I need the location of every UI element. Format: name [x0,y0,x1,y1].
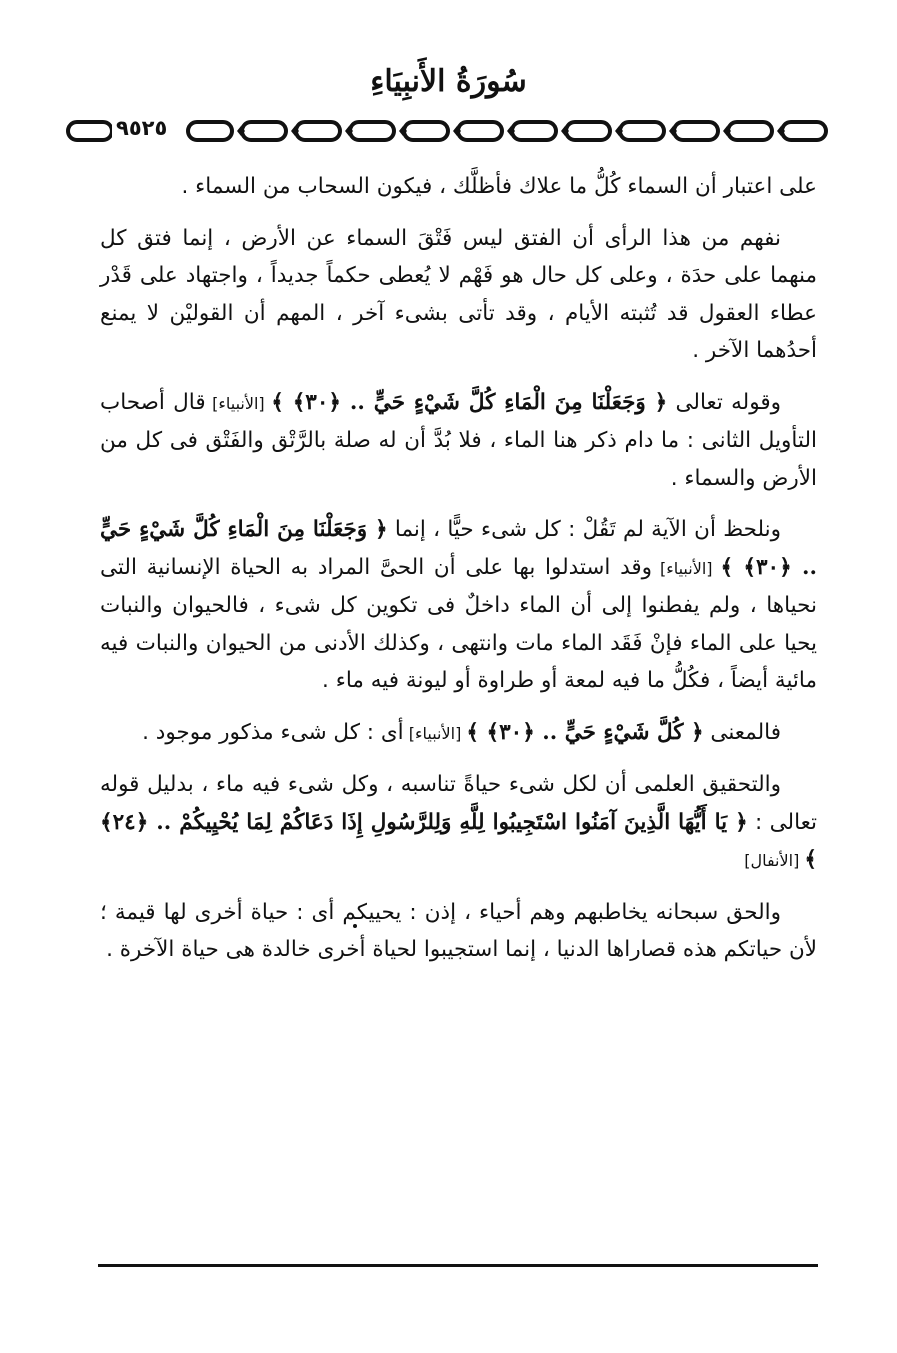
paragraph-text: نفهم من هذا الرأى أن الفتق ليس فَتْقَ السماء عن الأرض ، إنما فتق كل منهما على حدَة ، وعلى كل حال هو فَهْم لا يُعطى حكماً جديداً ، واجتهاد على قَدْر عطاء العقول قد تُثبته الأيام ، وقد تأتى بشىء آخر ، المهم أن القوليْن لا يمنع أحدُهما الآخر . [100,225,817,363]
paragraph-text: والتحقيق العلمى أن لكل شىء حياةً تناسبه ، وكل شىء فيه ماء ، بدليل قوله تعالى : [100,772,817,835]
surah-title: سُورَةُ الأَنبِيَاءِ [370,64,527,99]
page-number: ٩٥٢٥ [112,116,171,140]
paragraph [100,511,817,700]
footer-rule [98,1264,818,1267]
surah-reference: [الأنبياء] [652,558,721,578]
paragraph-text: قال أصحاب التأويل الثانى : ما دام ذكر هنا الماء ، فلا بُدَّ أن له صلة بالرَّتْق والفَتْق فى كل من الأرض والسماء . [100,389,817,491]
surah-reference: [الأنبياء] [403,723,467,743]
paragraph-text: وقد استدلوا بها على أن الحىَّ المراد به الحياة الإنسانية التى نحياها ، ولم يفطنوا إلى أن الماء داخلٌ فى تكوين كل شىء ، فالحيوان والنبات يحيا على الماء فإنْ فَقَد الماء مات وانتهى ، وكذلك الأدنى من الحيوان والنبات فيه مائية أيضاً ، فكُلُّ ما فيه لمعة أو طراوة أو ليونة فيه ماء . [100,554,817,693]
print-speck [353,924,357,928]
paragraph-text: ونلحظ أن الآية لم تَقُلْ : كل شىء حيًّا ، إنما [387,517,781,542]
paragraph-text: أى : كل شىء مذكور موجود . [142,719,404,745]
quran-verse: ﴿ وَجَعَلْنَا مِنَ الْمَاءِ كُلَّ شَيْءٍ حَيٍّ .. ﴿٣٠﴾ ﴾ [100,517,817,580]
paragraph [100,714,817,753]
paragraph-text: والحق سبحانه يخاطبهم وهم أحياء ، إذن : يحييكم أى : حياة أخرى لها قيمة ؛ لأن حياتكم هذه قصاراها الدنيا ، إنما استجيبوا لحياة أخرى خالدة هى حياة الآخرة . [100,899,817,962]
chain-border-ornament [60,114,840,148]
paragraph [100,384,817,498]
paragraph [100,220,817,370]
paragraph-text: فالمعنى [703,719,781,745]
paragraph [100,168,817,206]
paragraph-text: وقوله تعالى [667,389,781,415]
surah-reference: [الأنبياء] [205,393,272,413]
surah-reference: [الأنفال] [744,851,805,870]
quran-verse: ﴿ يَا أَيُّهَا الَّذِينَ آمَنُوا اسْتَجِيبُوا لِلَّهِ وَلِلرَّسُولِ إِذَا دَعَاكُمْ لِمَا يُحْيِيكُمْ .. ﴿٢٤﴾ ﴾ [100,809,817,872]
paragraph [100,894,817,969]
quran-verse: ﴿ كُلَّ شَيْءٍ حَيٍّ .. ﴿٣٠﴾ ﴾ [466,719,704,745]
paragraph-text: على اعتبار أن السماء كُلُّ ما علاك فأظلَّك ، فيكون السحاب من السماء . [181,174,817,199]
quran-verse: ﴿ وَجَعَلْنَا مِنَ الْمَاءِ كُلَّ شَيْءٍ حَيٍّ .. ﴿٣٠﴾ ﴾ [271,389,668,415]
paragraph [100,766,817,880]
body-text [100,168,817,983]
